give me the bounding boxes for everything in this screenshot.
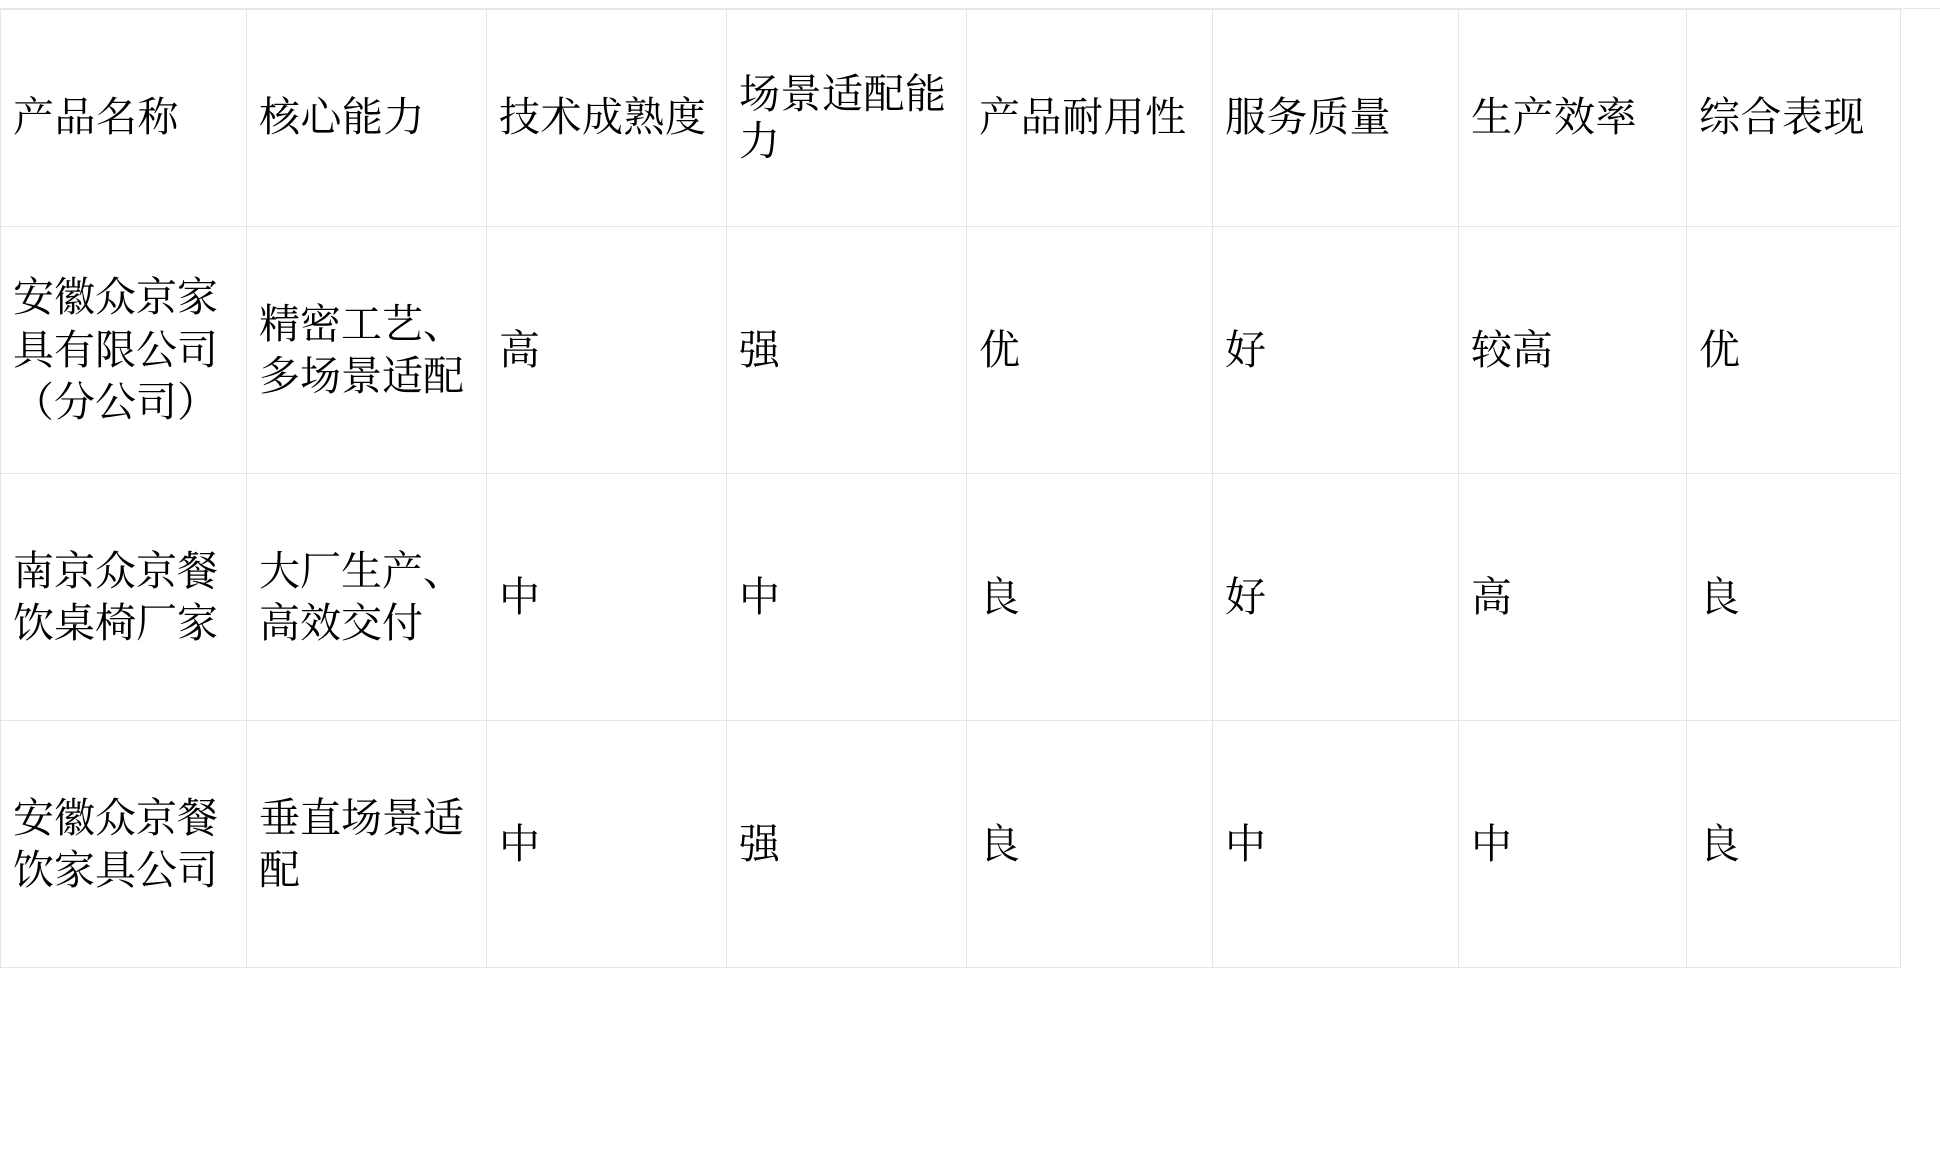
cell-tech-maturity: 中: [487, 474, 727, 721]
cell-service-quality: 好: [1213, 474, 1459, 721]
cell-durability: 优: [967, 227, 1213, 474]
column-header-overall: 综合表现: [1687, 10, 1901, 227]
table-row: [1, 227, 1901, 474]
column-header-scene-fit: 场景适配能力: [727, 10, 967, 227]
column-header-production-efficiency: 生产效率: [1459, 10, 1687, 227]
table-body: [1, 227, 1901, 968]
cell-tech-maturity: 中: [487, 721, 727, 968]
column-header-tech-maturity: 技术成熟度: [487, 10, 727, 227]
cell-core-capability: 精密工艺、多场景适配: [247, 227, 487, 474]
cell-core-capability: 垂直场景适配: [247, 721, 487, 968]
cell-scene-fit: 强: [727, 721, 967, 968]
cell-scene-fit: 强: [727, 227, 967, 474]
cell-overall: 良: [1687, 474, 1901, 721]
cell-product-name: 安徽众京家具有限公司（分公司）: [1, 227, 247, 474]
cell-tech-maturity: 高: [487, 227, 727, 474]
cell-overall: 优: [1687, 227, 1901, 474]
cell-product-name: 安徽众京餐饮家具公司: [1, 721, 247, 968]
column-header-service-quality: 服务质量: [1213, 10, 1459, 227]
cell-production-efficiency: 中: [1459, 721, 1687, 968]
cell-production-efficiency: 高: [1459, 474, 1687, 721]
column-header-core-capability: 核心能力: [247, 10, 487, 227]
table-header: [1, 10, 1901, 227]
cell-service-quality: 中: [1213, 721, 1459, 968]
column-header-product-name: 产品名称: [1, 10, 247, 227]
cell-core-capability: 大厂生产、高效交付: [247, 474, 487, 721]
table-row: [1, 721, 1901, 968]
cell-product-name: 南京众京餐饮桌椅厂家: [1, 474, 247, 721]
cell-production-efficiency: 较高: [1459, 227, 1687, 474]
table-wrapper: [0, 9, 1901, 968]
cell-scene-fit: 中: [727, 474, 967, 721]
table-header-row: [1, 10, 1901, 227]
comparison-table: [0, 9, 1901, 968]
column-header-durability: 产品耐用性: [967, 10, 1213, 227]
cell-durability: 良: [967, 721, 1213, 968]
table-row: [1, 474, 1901, 721]
cell-service-quality: 好: [1213, 227, 1459, 474]
cell-overall: 良: [1687, 721, 1901, 968]
cell-durability: 良: [967, 474, 1213, 721]
